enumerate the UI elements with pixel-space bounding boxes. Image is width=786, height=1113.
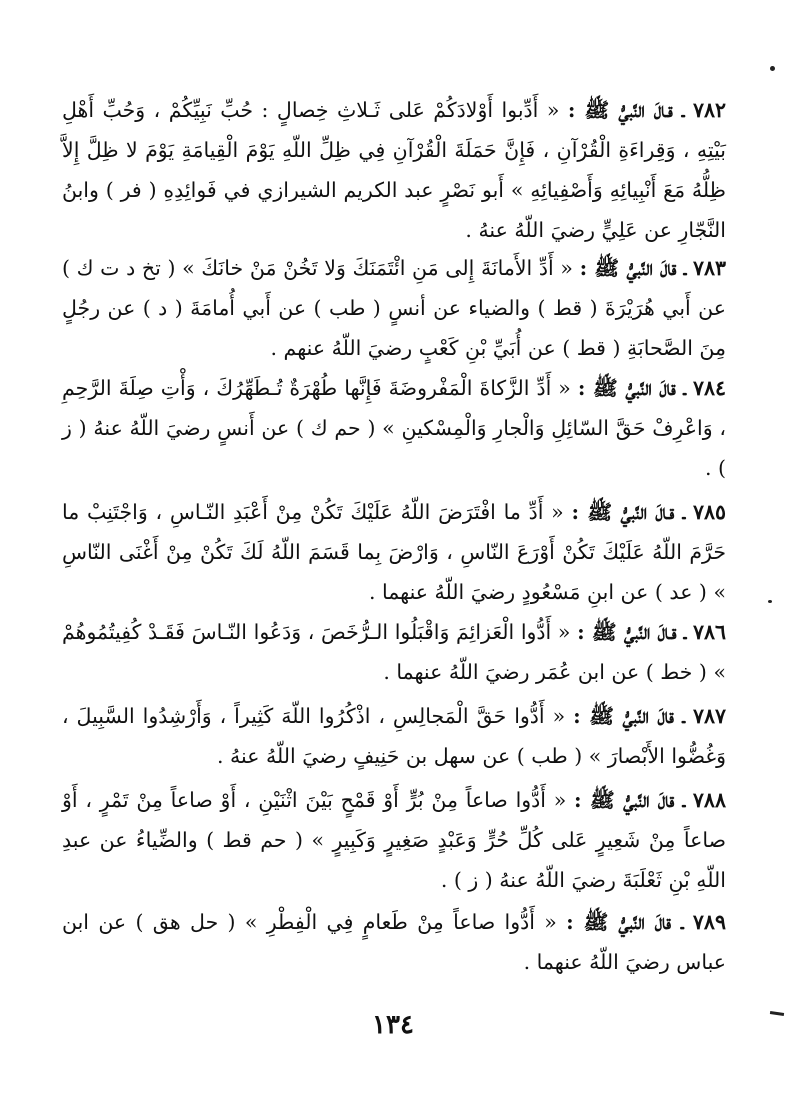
page-number: ١٣٤ xyxy=(372,1010,414,1040)
hadith-number: ٧٨٦ xyxy=(692,620,726,644)
hadith-number: ٧٨٣ xyxy=(692,256,726,280)
hadith-intro: ـ قالَ النَّبيُّ ﷺ : xyxy=(574,788,686,812)
hadith-782 xyxy=(62,90,726,250)
hadith-number: ٧٨٩ xyxy=(692,910,726,934)
hadith-intro: ـ قـالَ النَّبيُّ ﷺ : xyxy=(577,620,687,644)
hadith-number: ٧٨٤ xyxy=(692,376,726,400)
scan-speck xyxy=(768,600,772,603)
hadith-785 xyxy=(62,492,726,612)
hadith-number: ٧٨٨ xyxy=(692,788,726,812)
hadith-text: « أَدِّبوا أَوْلادَكُمْ عَلى ثَـلاثِ خِصالٍ : حُبِّ نَبِيِّكُمْ ، وَحُبِّ أَهْلِ بَيْتِهِ ، وَقِراءَةِ الْقُرْآنِ ، فَإِنَّ حَمَلَةَ الْقُرْآنِ فِي ظِلِّ اللّهِ يَوْمَ الْقِيامَةِ يَوْمَ لا ظِلَّ إِلاَّ ظِلُّهُ مَعَ أَنْبِيائِهِ وَأَصْفِيائِهِ » أَبو نَصْرٍ عبد الكريم الشيرازي في فَوائِدِهِ ( فر ) وابنُ النَّجّارِ عن عَلِيٍّ رضيَ اللّهُ عنهُ . xyxy=(62,98,726,242)
hadith-text: « أَدُّوا حَقَّ الْمَجالِسِ ، اذْكُرُوا اللّهَ كَثِيراً ، وَأَرْشِدُوا السَّبِيلَ ، وَغُضُّوا الأَبْصارَ » ( طب ) عن سهل بن حَنِيفٍ رضيَ اللّهُ عنهُ . xyxy=(62,704,726,768)
hadith-number: ٧٨٧ xyxy=(692,704,726,728)
hadith-intro: ـ قالَ النَّبيُّ ﷺ : xyxy=(579,256,687,280)
hadith-intro: ـ قـالَ النَّبيُّ ﷺ : xyxy=(571,500,686,524)
hadith-intro: ـ قالَ النَّبيُّ ﷺ : xyxy=(566,910,684,934)
hadith-intro: ـ قالَ النَّبيُّ ﷺ : xyxy=(577,376,686,400)
hadith-text: « أَدُّوا صاعاً مِنْ طَعامٍ فِي الْفِطْرِ » ( حل هق ) عن ابن عباس رضيَ اللّهُ عنهما . xyxy=(62,910,726,974)
hadith-number: ٧٨٥ xyxy=(692,500,726,524)
hadith-786 xyxy=(62,612,726,692)
hadith-number: ٧٨٢ xyxy=(692,98,726,122)
hadith-text: « أَدُّوا الْعَزائِمَ وَاقْبَلُوا الـرُّخَصَ ، وَدَعُوا النّـاسَ فَقَـدْ كُفِيتُمُوهُمْ » ( خط ) عن ابن عُمَر رضيَ اللّهُ عنهما . xyxy=(62,620,726,684)
hadith-text: « أَدِّ ما افْتَرَضَ اللّهُ عَلَيْكَ تَكُنْ مِنْ أَعْبَدِ النّـاسِ ، وَاجْتَنِبْ ما حَرَّمَ اللّهُ عَلَيْكَ تَكُنْ أَوْرَعَ النّاسِ ، وَارْضَ بِما قَسَمَ اللّهُ لَكَ تَكُنْ مِنْ أَغْنَى النّاسِ » ( عد ) عن ابنِ مَسْعُودٍ رضيَ اللّهُ عنهما . xyxy=(62,500,726,604)
hadith-789 xyxy=(62,902,726,982)
scan-speck xyxy=(770,66,775,71)
hadith-text: « أَدِّ الزَّكاةَ الْمَفْروضَةَ فَإِنَّها طُهْرَةٌ تُـطَهِّرُكَ ، وَأْتِ صِلَةَ الرَّحِمِ ، وَاعْرِفْ حَقَّ السّائِلِ وَالْجارِ وَالْمِسْكينِ » ( حم ك ) عن أَنسٍ رضيَ اللّهُ عنهُ ( ز ) . xyxy=(62,376,726,480)
hadith-784 xyxy=(62,368,726,488)
hadith-788 xyxy=(62,780,726,900)
hadith-text: « أَدُّوا صاعاً مِنْ بُرٍّ أَوْ قَمْحٍ بَيْنَ اثْنَيْنِ ، أَوْ صاعاً مِنْ تَمْرٍ ، أَوْ صاعاً مِنْ شَعِيرٍ عَلى كُلِّ حُرٍّ وَعَبْدٍ صَغِيرٍ وَكَبِيرٍ » ( حم قط ) والضِّياءُ عن عبدِ اللّهِ بْنِ ثَعْلَبَةَ رضيَ اللّهُ عنهُ ( ز ) . xyxy=(62,788,726,892)
hadith-text: « أَدِّ الأَمانَةَ إِلى مَنِ ائْتَمَنَكَ وَلا تَخُنْ مَنْ خانَكَ » ( تخ د ت ك ) عن أَبي هُرَيْرَةَ ( قط ) والضياء عن أنسٍ ( طب ) عن أَبي أُمامَةَ ( د ) عن رجُلٍ مِنَ الصَّحابَةِ ( قط ) عن أُبَيِّ بْنِ كَعْبٍ رضيَ اللّهُ عنهم . xyxy=(62,256,726,360)
hadith-intro: ـ قالَ النَّبيُّ ﷺ : xyxy=(573,704,685,728)
hadith-783 xyxy=(62,248,726,368)
hadith-787 xyxy=(62,696,726,776)
hadith-intro: ـ قـالَ النَّبيُّ ﷺ : xyxy=(567,98,685,122)
